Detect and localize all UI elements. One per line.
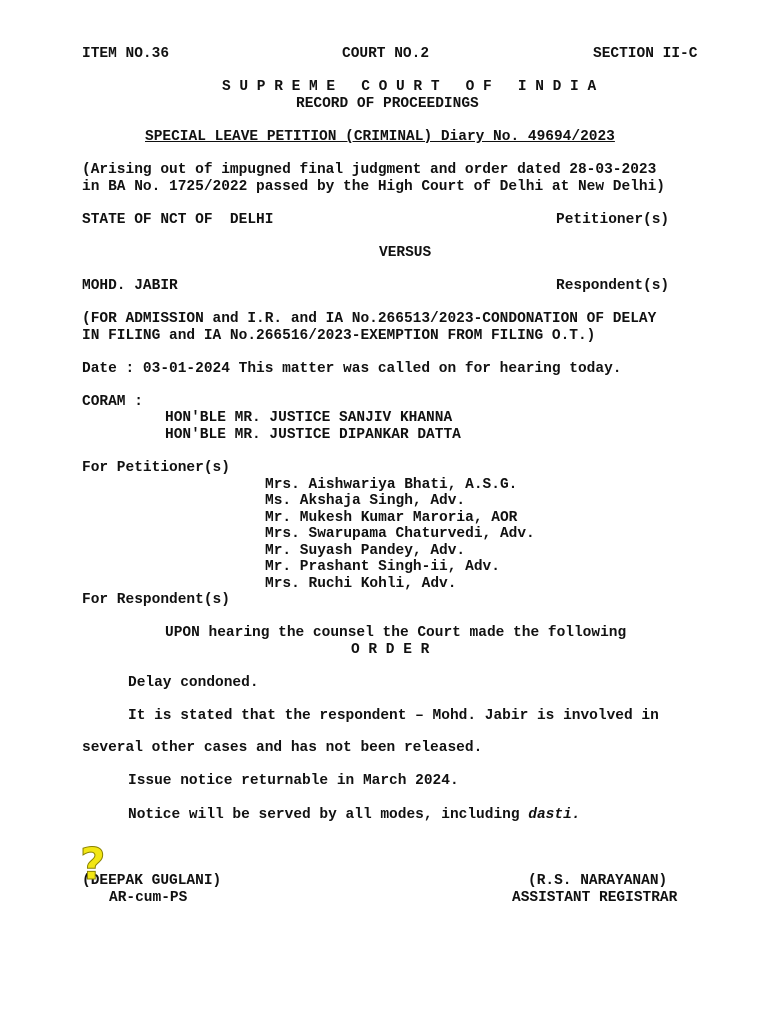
counsel-item: Mr. Prashant Singh-ii, Adv. [265,559,500,575]
petitioner-counsel-label: For Petitioner(s) [82,460,230,476]
petitioner-name: STATE OF NCT OF DELHI [82,212,274,228]
versus-label: VERSUS [379,245,432,261]
order-paragraph-4 [128,807,580,824]
court-name: S U P R E M E C O U R T O F I N D I A [222,79,597,95]
respondent-name: MOHD. JABIR [82,278,178,294]
judge-2: HON'BLE MR. JUSTICE DIPANKAR DATTA [165,427,461,443]
section-label: SECTION II-C [593,46,698,62]
respondent-counsel-label: For Respondent(s) [82,592,230,608]
upon-hearing-line: UPON hearing the counsel the Court made the following [165,625,627,641]
arising-line-1: (Arising out of impugned final judgment and order dated 28-03-2023 [82,162,657,178]
counsel-item: Ms. Akshaja Singh, Adv. [265,493,466,509]
dasti-text: dasti. [528,807,581,823]
purpose-line-1: (FOR ADMISSION and I.R. and IA No.266513/2023-CONDONATION OF DELAY [82,311,657,327]
counsel-item: Mr. Suyash Pandey, Adv. [265,543,466,559]
counsel-item: Mrs. Swarupama Chaturvedi, Adv. [265,526,535,542]
order-paragraph-2-line-2: several other cases and has not been released. [82,740,483,756]
signature-left-name: (DEEPAK GUGLANI) [82,873,222,889]
order-paragraph-1: Delay condoned. [128,675,259,691]
petitioner-label: Petitioner(s) [556,212,670,228]
signature-left-title: AR-cum-PS [109,890,188,906]
question-mark-icon: ? [80,839,106,890]
order-heading: O R D E R [351,642,430,658]
purpose-line-2: IN FILING and IA No.266516/2023-EXEMPTION FROM FILING O.T.) [82,328,596,344]
order-paragraph-3: Issue notice returnable in March 2024. [128,773,459,789]
record-title: RECORD OF PROCEEDINGS [296,96,479,112]
signature-right-title: ASSISTANT REGISTRAR [512,890,678,906]
counsel-item: Mrs. Aishwariya Bhati, A.S.G. [265,477,518,493]
signature-right-name: (R.S. NARAYANAN) [528,873,668,889]
order-paragraph-2-line-1: It is stated that the respondent – Mohd. Jabir is involved in [128,708,659,724]
counsel-item: Mrs. Ruchi Kohli, Adv. [265,576,457,592]
coram-label: CORAM : [82,394,143,410]
case-title: SPECIAL LEAVE PETITION (CRIMINAL) Diary No. 49694/2023 [145,129,615,145]
counsel-item: Mr. Mukesh Kumar Maroria, AOR [265,510,518,526]
hearing-date-line: Date : 03-01-2024 This matter was called on for hearing today. [82,361,622,377]
court-number: COURT NO.2 [342,46,430,62]
arising-line-2: in BA No. 1725/2022 passed by the High Court of Delhi at New Delhi) [82,179,665,195]
order-paragraph-4-text: Notice will be served by all modes, including [128,807,529,823]
item-number: ITEM NO.36 [82,46,170,62]
judge-1: HON'BLE MR. JUSTICE SANJIV KHANNA [165,410,453,426]
respondent-label: Respondent(s) [556,278,670,294]
